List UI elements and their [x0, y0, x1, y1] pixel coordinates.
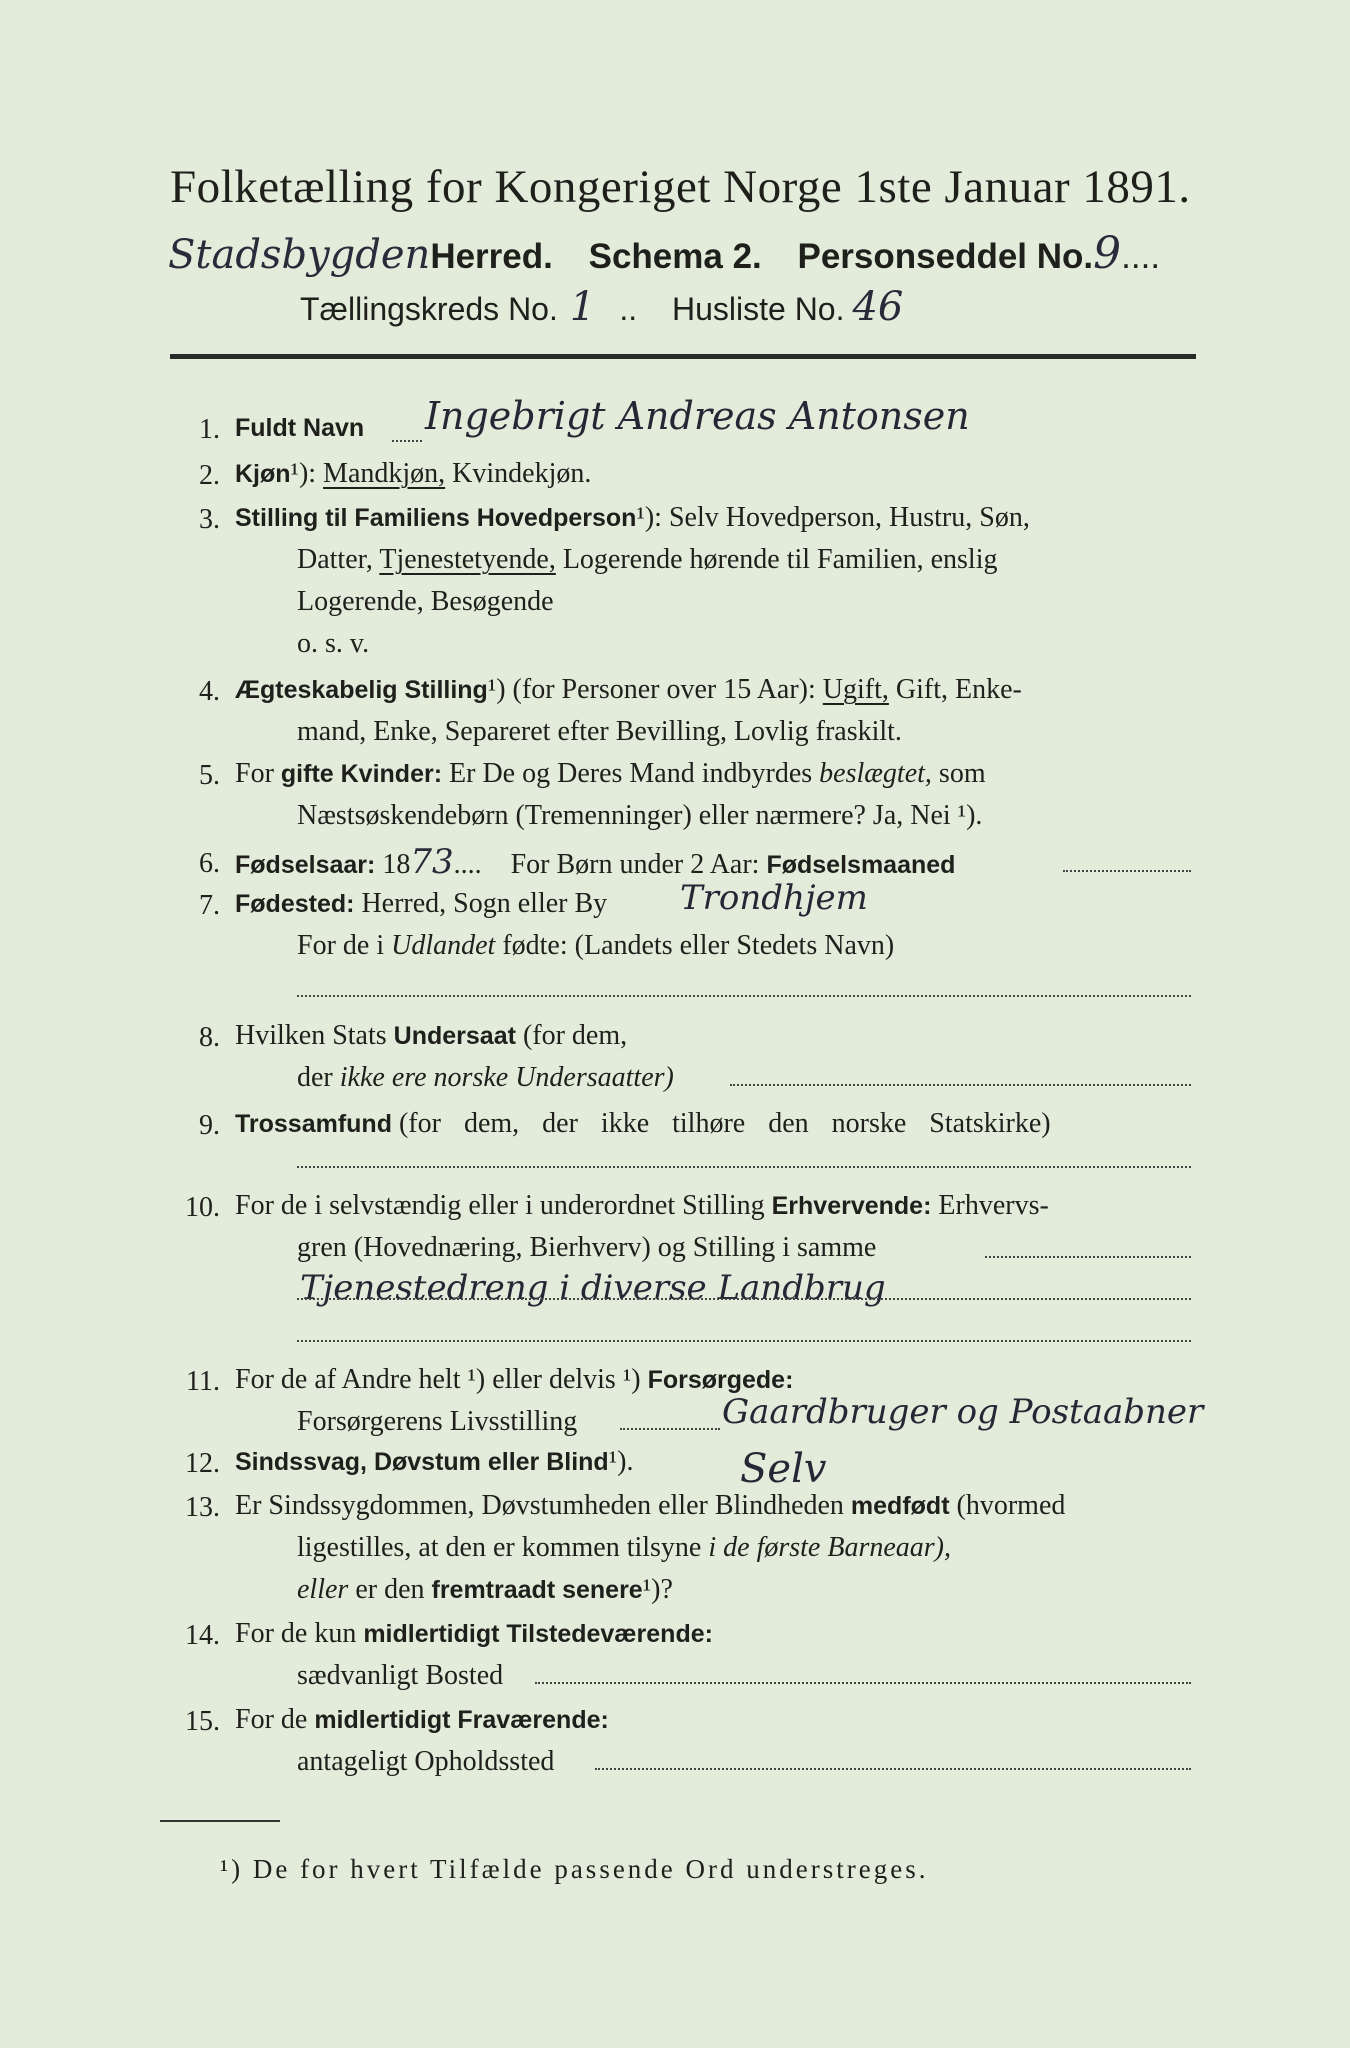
item-5-label: gifte Kvinder:	[280, 760, 443, 788]
item-3-label: Stilling til Familiens Hovedperson	[235, 504, 637, 532]
item-6-label2: Fødselsmaaned	[766, 851, 956, 879]
item-10-label: Erhvervende:	[771, 1192, 932, 1220]
item-1-number: 1.	[199, 414, 220, 445]
item-1-label: Fuldt Navn	[235, 414, 365, 442]
item-7-text: Herred, Sogn eller By	[361, 888, 608, 919]
item-5-row	[235, 754, 986, 794]
item-6-dots	[1063, 870, 1191, 872]
item-13-eller: eller	[297, 1574, 349, 1605]
item-10-value: Tjenestedreng i diverse Landbrug	[300, 1268, 886, 1308]
item-12-sup: ¹).	[608, 1446, 634, 1477]
item-13-line3a: er den	[355, 1574, 425, 1605]
item-8-label: Undersaat	[393, 1022, 516, 1050]
personseddel-value: 9	[1093, 228, 1122, 279]
item-3-logerende: Logerende hørende til Familien, enslig	[562, 544, 998, 575]
item-7-dots	[297, 995, 1191, 997]
kreds-row: Tællingskreds No. 1 .. Husliste No. 46	[300, 284, 904, 330]
item-10-dots-3	[297, 1340, 1191, 1342]
item-13-label: medfødt	[850, 1492, 950, 1520]
item-6-number: 6.	[199, 848, 220, 879]
item-12-number: 12.	[185, 1448, 220, 1479]
item-7-label: Fødested:	[235, 890, 355, 918]
item-10-dots-1	[985, 1256, 1191, 1258]
item-6-value: 73	[410, 842, 454, 882]
item-13-text1: Er Sindssygdommen, Døvstumheden eller Blindheden	[235, 1490, 844, 1521]
item-2-sup: ¹):	[290, 458, 317, 489]
form-title: Folketælling for Kongeriget Norge 1ste Januar 1891.	[170, 161, 1191, 213]
item-13-text2: (hvormed	[956, 1490, 1066, 1521]
header-divider	[170, 354, 1196, 359]
item-8-line2a: der	[297, 1062, 333, 1093]
item-3-datter: Datter,	[297, 544, 373, 575]
item-13-line2it: i de første Barneaar),	[708, 1532, 951, 1563]
item-6-text: For Børn under 2 Aar:	[510, 849, 760, 880]
kreds-value: 1	[569, 284, 596, 330]
footnote-rule	[160, 1820, 280, 1822]
item-13-line2a: ligestilles, at den er kommen tilsyne	[297, 1532, 702, 1563]
item-15-number: 15.	[185, 1706, 220, 1737]
item-15-dots	[595, 1768, 1191, 1770]
item-10-row	[235, 1186, 1049, 1226]
item-7-line2b: fødte: (Landets eller Stedets Navn)	[502, 930, 895, 961]
item-2-number: 2.	[199, 460, 220, 491]
item-10-line2: gren (Hovednæring, Bierhverv) og Stilling i samme	[297, 1232, 877, 1263]
item-4-line2: mand, Enke, Separeret efter Bevilling, Lovlig fraskilt.	[297, 716, 902, 747]
item-3-line1: Selv Hovedperson, Hustru, Søn,	[668, 502, 1030, 533]
item-5-text3: som	[938, 758, 986, 789]
item-14-line2: sædvanligt Bosted	[297, 1660, 504, 1691]
item-6-row: Fødselsaar: 1873.... For Børn under 2 Aar: Fødselsmaaned	[235, 842, 956, 882]
item-11-number: 11.	[186, 1366, 220, 1397]
item-11-dots	[620, 1428, 720, 1430]
item-4-label: Ægteskabelig Stilling	[235, 676, 488, 704]
item-8-dots	[730, 1084, 1191, 1086]
item-11-text1: For de af Andre helt ¹) eller delvis ¹)	[235, 1364, 641, 1395]
item-8-row	[235, 1016, 627, 1056]
item-2-row	[235, 454, 591, 494]
item-5-text1: For	[235, 758, 274, 789]
item-8-text2: (for dem,	[522, 1020, 628, 1051]
item-15-text1: For de	[235, 1704, 308, 1735]
item-7-line2	[297, 926, 894, 966]
schema-label: Schema 2.	[588, 237, 762, 276]
item-10-text2: Erhvervs-	[938, 1190, 1049, 1221]
item-7-row	[235, 884, 607, 924]
item-5-line2: Næstsøskendebørn (Tremenninger) eller nærmere? Ja, Nei ¹).	[297, 800, 983, 831]
item-13-number: 13.	[185, 1492, 220, 1523]
item-13-line2	[297, 1528, 951, 1568]
footnote: ¹) De for hvert Tilfælde passende Ord understreges.	[220, 1854, 929, 1884]
item-2-opt-mandkjon: Mandkjøn,	[323, 458, 446, 489]
item-4-number: 4.	[199, 676, 220, 707]
item-11-value: Gaardbruger og Postaabner	[722, 1392, 1204, 1432]
item-7-value: Trondhjem	[680, 878, 868, 918]
item-10-number: 10.	[185, 1192, 220, 1223]
item-4-sup: ¹)	[487, 674, 506, 705]
item-1-label-row	[235, 408, 364, 448]
item-3-number: 3.	[199, 504, 220, 535]
item-14-row	[235, 1614, 713, 1654]
husliste-label: Husliste No.	[671, 291, 845, 327]
herred-row: StadsbygdenHerred. Schema 2. Personseddel No.9....	[168, 228, 1161, 279]
item-15-label: midlertidigt Fraværende:	[314, 1706, 609, 1734]
item-15-row	[235, 1700, 609, 1740]
item-13-label2: fremtraadt senere	[431, 1576, 643, 1604]
item-2-label: Kjøn	[235, 460, 291, 488]
item-9-number: 9.	[199, 1110, 220, 1141]
item-9-row	[235, 1104, 1191, 1144]
item-10-dots-2	[297, 1298, 1191, 1300]
item-3-line3: Logerende, Besøgende	[297, 586, 554, 617]
item-7-line2a: For de i	[297, 930, 385, 961]
item-7-udlandet: Udlandet	[391, 930, 496, 961]
item-8-text1: Hvilken Stats	[235, 1020, 387, 1051]
item-14-number: 14.	[185, 1620, 220, 1651]
item-14-label: midlertidigt Tilstedeværende:	[363, 1620, 713, 1648]
item-8-number: 8.	[199, 1022, 220, 1053]
item-5-text2: Er De og Deres Mand indbyrdes	[449, 758, 813, 789]
item-3-line2	[297, 540, 997, 580]
item-3-line4: o. s. v.	[297, 628, 370, 659]
item-12-row	[235, 1442, 633, 1482]
kreds-label: Tællingskreds No.	[300, 291, 558, 327]
item-15-line2: antageligt Opholdssted	[297, 1746, 555, 1777]
item-1-dots	[392, 440, 422, 442]
item-4-text2: Gift, Enke-	[895, 674, 1022, 705]
herred-value: Stadsbygden	[168, 232, 431, 278]
item-9-label: Trossamfund	[235, 1110, 392, 1138]
item-14-text1: For de kun	[235, 1618, 357, 1649]
item-4-row	[235, 670, 1022, 710]
item-10-text1: For de i selvstændig eller i underordnet Stilling	[235, 1190, 765, 1221]
item-9-dots	[297, 1166, 1191, 1168]
item-13-line3	[297, 1570, 673, 1610]
item-14-dots	[535, 1682, 1191, 1684]
item-6-prefix: 18	[382, 849, 411, 880]
husliste-value: 46	[852, 284, 904, 330]
item-7-number: 7.	[199, 890, 220, 921]
item-5-number: 5.	[199, 760, 220, 791]
item-1-value: Ingebrigt Andreas Antonsen	[425, 394, 970, 438]
item-11-row	[235, 1360, 793, 1400]
item-5-italic: beslægtet,	[819, 758, 932, 789]
item-8-line2	[297, 1058, 674, 1098]
item-4-opt-ugift: Ugift,	[822, 674, 889, 705]
item-3-tjenestetyende: Tjenestetyende,	[379, 544, 556, 575]
item-11-label: Forsørgede:	[647, 1366, 794, 1394]
item-12-value: Selv	[740, 1446, 827, 1492]
item-9-text: (for dem, der ikke tilhøre den norske Statskirke)	[398, 1108, 1051, 1139]
item-4-text1: (for Personer over 15 Aar):	[512, 674, 816, 705]
item-6-label: Fødselsaar:	[235, 851, 376, 879]
item-3-sup: ¹):	[636, 502, 662, 533]
item-13-row	[235, 1486, 1065, 1526]
herred-label: Herred.	[430, 237, 553, 276]
item-2-opt-kvindekjon: Kvindekjøn.	[452, 458, 592, 489]
item-3-row	[235, 498, 1191, 538]
item-12-label: Sindssvag, Døvstum eller Blind	[235, 1448, 609, 1476]
item-8-line2it: ikke ere norske Undersaatter)	[339, 1062, 674, 1093]
item-13-line3b: ¹)?	[642, 1574, 673, 1605]
personseddel-label: Personseddel No.	[797, 237, 1094, 276]
item-11-line2: Forsørgerens Livsstilling	[297, 1406, 578, 1437]
